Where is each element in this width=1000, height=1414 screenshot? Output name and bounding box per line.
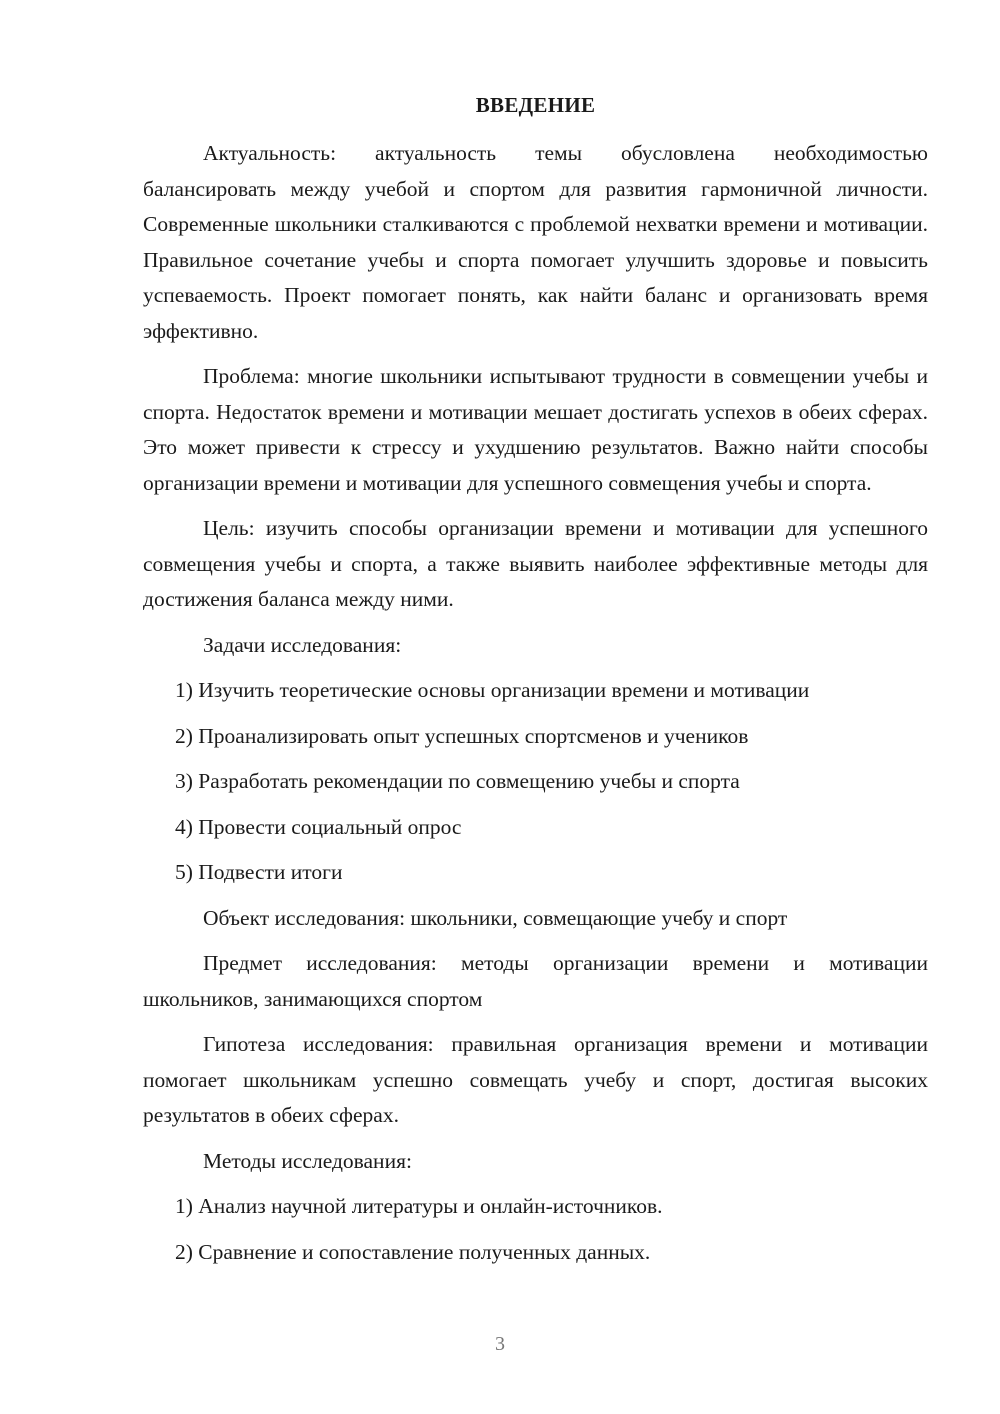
page-title: ВВЕДЕНИЕ [475, 93, 596, 117]
methods-heading: Методы исследования: [203, 1148, 412, 1173]
list-item: 3) Разработать рекомендации по совмещению учебы и спорта [175, 769, 740, 793]
hypothesis-paragraph: Гипотеза исследования: правильная организация времени и мотивации помогает школьникам успешно совмещать учебу и спорт, достигая высоких результатов в обеих сферах. [143, 1032, 928, 1127]
object-paragraph: Объект исследования: школьники, совмещающие учебу и спорт [203, 905, 788, 930]
subject-paragraph: Предмет исследования: методы организации времени и мотивации школьников, занимающихся спортом [143, 951, 928, 1011]
relevance-paragraph: Актуальность: актуальность темы обусловлена необходимостью балансировать между учебой и спортом для развития гармоничной личности. Современные школьники сталкиваются с проблемой нехватки времени и мотивации. Правильное сочетание учебы и спорта помогает улучшить здоровье и повысить успеваемость. Проект помогает понять, как найти баланс и организовать время эффективно. [143, 141, 928, 343]
problem-paragraph: Проблема: многие школьники испытывают трудности в совмещении учебы и спорта. Недостаток времени и мотивации мешает достигать успехов в обеих сферах. Это может привести к стрессу и ухудшению результатов. Важно найти способы организации времени и мотивации для успешного совмещения учебы и спорта. [143, 364, 928, 495]
list-item: 2) Сравнение и сопоставление полученных данных. [175, 1239, 651, 1264]
methods-list [143, 1189, 928, 1270]
goal-paragraph: Цель: изучить способы организации времени и мотивации для успешного совмещения учебы и спорта, а также выявить наиболее эффективные методы для достижения баланса между ними. [143, 516, 928, 611]
list-item: 5) Подвести итоги [175, 860, 343, 884]
list-item: 1) Изучить теоретические основы организации времени и мотивации [175, 678, 810, 702]
page-number: 3 [495, 1333, 505, 1355]
tasks-heading: Задачи исследования: [203, 632, 402, 657]
list-item: 4) Провести социальный опрос [175, 814, 462, 839]
document-page [143, 93, 928, 1280]
list-item: 1) Анализ научной литературы и онлайн-источников. [175, 1194, 663, 1218]
list-item: 2) Проанализировать опыт успешных спортсменов и учеников [175, 723, 749, 748]
tasks-list [143, 673, 928, 891]
